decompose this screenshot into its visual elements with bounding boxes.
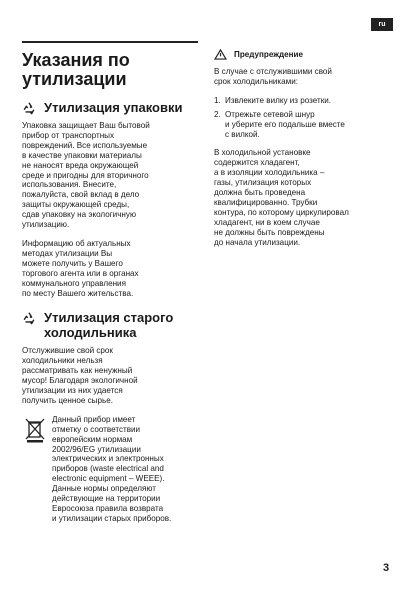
disposal-info-paragraph: Информацию об актуальных методах утилизации Вы можете получить у Вашего торгового агента или в органах коммунального управления по месту Вашего жительства. <box>22 238 139 298</box>
packaging-paragraph: Упаковка защищает Ваш бытовой прибор от транспортных повреждений. Все используемые в качестве упаковки материалы не наносят вреда окружающей среде и пригодны для вторичного использования. Внесите, пожалуйста, свой вклад в дело защиты окружающей среды, сдав упаковку на экологичную утилизацию. <box>22 121 150 230</box>
weee-paragraph: Данный прибор имеет отметку о соответствии европейским нормам 2002/96/EG утилизации электрических и электронных приборов (waste electrical and electronic equipment – WEEE). Данные нормы определяют действующие на территории Евросоюза правила возврата и утилизации старых приборов. <box>52 414 172 523</box>
recycle-icon <box>22 311 36 325</box>
warning-intro: В случае с отслужившими свой срок холодильниками: <box>214 67 332 86</box>
step-text: Извлеките вилку из розетки. <box>225 95 332 105</box>
warning-steps <box>214 96 402 140</box>
step-number: 1. <box>214 95 221 105</box>
page-title: Указания по утилизации <box>22 50 130 89</box>
step-number: 2. <box>214 109 221 119</box>
section-heading-label: Утилизация упаковки <box>44 100 183 115</box>
list-item <box>214 96 402 106</box>
page-number: 3 <box>383 562 390 574</box>
warning-heading-label: Предупреждение <box>234 50 303 59</box>
warning-triangle-icon <box>214 49 227 60</box>
section-heading-old-fridge <box>22 310 198 340</box>
right-column <box>214 41 402 257</box>
language-badge: ru <box>371 18 393 31</box>
section-heading-packaging <box>22 100 198 115</box>
list-item <box>214 110 402 140</box>
old-fridge-paragraph: Отслужившие свой срок холодильники нельзя рассматривать как ненужный мусор! Благодаря экологичной утилизации из них удается получить ценное сырье. <box>22 346 138 405</box>
step-text: Отрежьте сетевой шнур и уберите его подальше вместе с вилкой. <box>225 109 345 139</box>
refrigerant-note: В холодильной установке содержится хладагент, а в изоляции холодильника – газы, утилизация которых должна быть проведена квалифицированно. Трубки контура, по которому циркулировал хладагент, ни в коем случае не должны быть повреждены до начала утилизации. <box>214 148 349 247</box>
weee-block <box>22 415 198 524</box>
crossed-bin-icon <box>24 417 46 443</box>
title-rule <box>22 41 198 43</box>
left-column <box>22 41 198 524</box>
recycle-icon <box>22 101 36 115</box>
section-heading-label: Утилизация старого холодильника <box>44 310 174 341</box>
warning-heading <box>214 49 402 60</box>
